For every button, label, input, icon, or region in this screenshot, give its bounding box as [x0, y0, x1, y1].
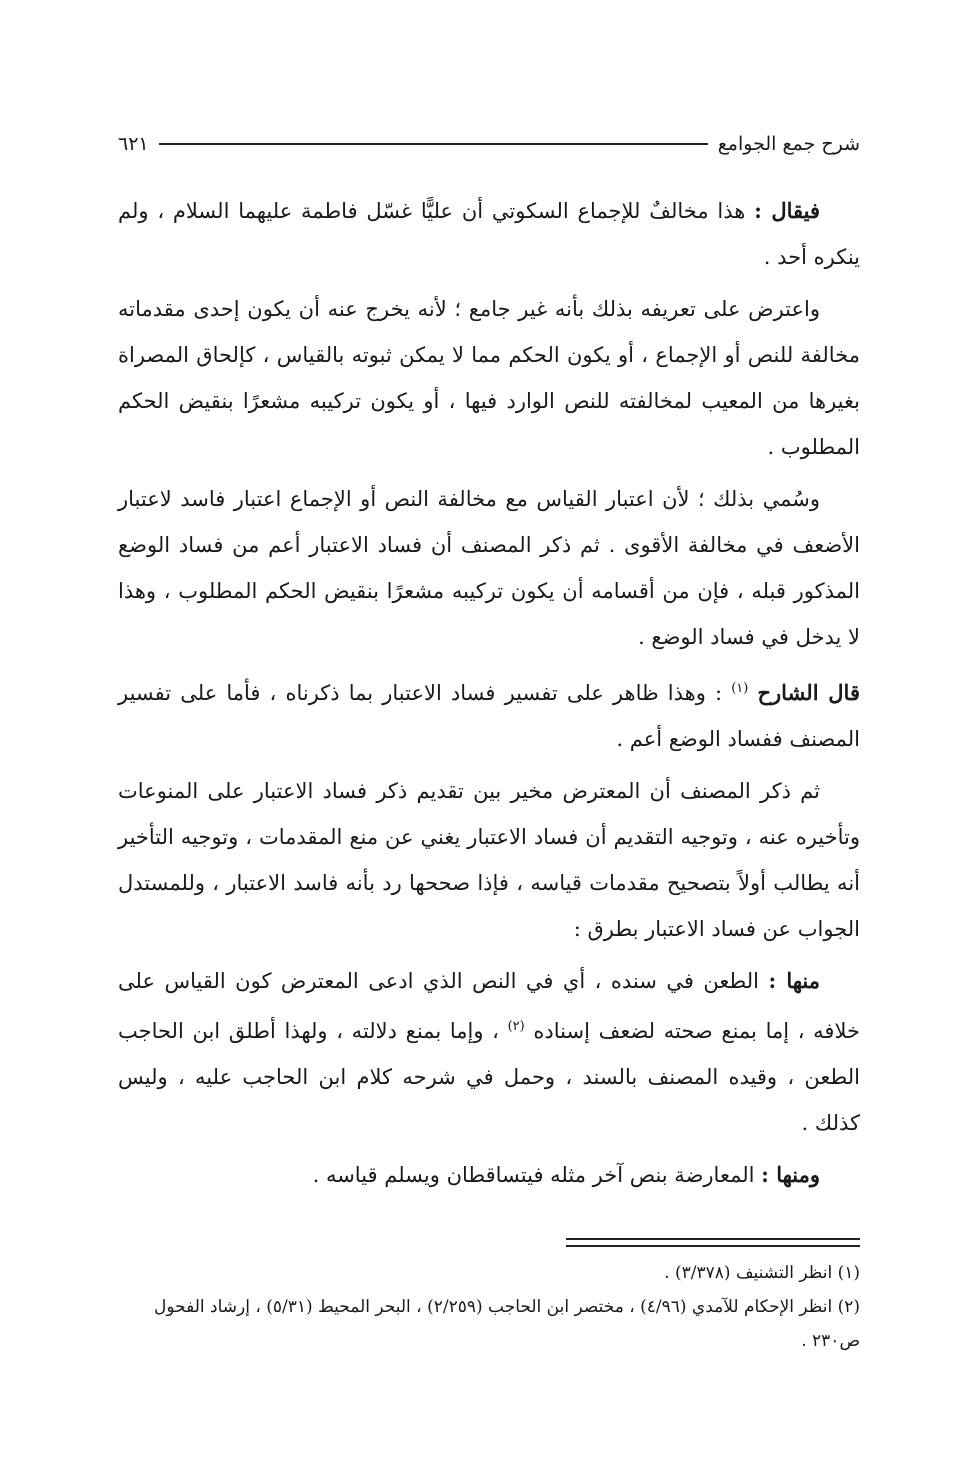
paragraph-text-continued: ، وإما بمنع دلالته ، ولهذا أطلق ابن الحاجب الطعن ، وقيده المصنف بالسند ، وحمل في شرحه كلام ابن الحاجب عليه ، وليس كذلك . [118, 1019, 860, 1135]
paragraph-text: هذا مخالفٌ للإجماع السكوتي أن عليًّا غسّل فاطمة عليهما السلام ، ولم ينكره أحد . [118, 199, 860, 269]
footnote-1: (١) انظر التشنيف (٣/٣٧٨) . [664, 1263, 860, 1283]
paragraph-lead: منها : [768, 968, 821, 993]
page-number: ٦٢١ [118, 133, 149, 155]
main-text [118, 188, 860, 1204]
paragraph-text: ثم ذكر المصنف أن المعترض مخير بين تقديم ذكر فساد الاعتبار على المنوعات وتأخيره عنه ، وتوجيه التقديم أن فساد الاعتبار يغني عن منع المقدمات ، وتوجيه التأخير أنه يطالب أولاً بتصحيح مقدمات قياسه ، فإذا صححها رد بأنه فاسد الاعتبار ، وللمستدل الجواب عن فساد الاعتبار بطرق : [118, 779, 860, 941]
running-header [118, 128, 860, 160]
footnotes [118, 1256, 860, 1358]
footnote-separator [566, 1238, 860, 1247]
paragraph-4 [118, 666, 860, 762]
paragraph-7 [118, 1152, 860, 1198]
paragraph-lead: فيقال : [754, 198, 821, 223]
footnote-2: (٢) انظر الإحكام للآمدي (٤/٩٦) ، مختصر ابن الحاجب (٢/٢٥٩) ، البحر المحيط (٥/٣١) ، إرشاد الفحول ص٢٣٠ . [153, 1297, 860, 1351]
paragraph-1 [118, 188, 860, 280]
paragraph-text: وسُمي بذلك ؛ لأن اعتبار القياس مع مخالفة النص أو الإجماع اعتبار فاسد لاعتبار الأضعف في مخالفة الأقوى . ثم ذكر المصنف أن فساد الاعتبار أعم من فساد الوضع المذكور قبله ، فإن من أقسامه أن يكون تركيبه مشعرًا بنقيض الحكم المطلوب ، وهذا لا يدخل في فساد الوضع . [118, 487, 860, 649]
paragraph-text: المعارضة بنص آخر مثله فيتساقطان ويسلم قياسه . [312, 1163, 762, 1187]
paragraph-text: الطعن في سنده ، أي في النص الذي ادعى المعترض كون القياس على خلافه ، إما بمنع صحته لضعف إسناده [118, 969, 860, 1043]
paragraph-5 [118, 768, 860, 952]
footnote-ref-2[interactable]: (٢) [507, 1019, 525, 1034]
paragraph-2 [118, 286, 860, 470]
footnote-ref-1[interactable]: (١) [731, 681, 749, 696]
paragraph-text: واعترض على تعريفه بذلك بأنه غير جامع ؛ لأنه يخرج عنه أن يكون إحدى مقدماته مخالفة للنص أو الإجماع ، أو يكون الحكم مما لا يمكن ثبوته بالقياس ، كإلحاق المصراة بغيرها من المعيب لمخالفته للنص الوارد فيها ، أو يكون تركيبه مشعرًا بنقيض الحكم المطلوب . [118, 297, 860, 459]
paragraph-text: : وهذا ظاهر على تفسير فساد الاعتبار بما ذكرناه ، فأما على تفسير المصنف ففساد الوضع أعم . [118, 681, 860, 751]
paragraph-6 [118, 958, 860, 1146]
paragraph-3 [118, 476, 860, 660]
header-rule [159, 143, 708, 145]
paragraph-lead: قال الشارح [757, 680, 860, 705]
book-title: شرح جمع الجوامع [717, 133, 860, 155]
paragraph-lead: ومنها : [761, 1162, 820, 1187]
